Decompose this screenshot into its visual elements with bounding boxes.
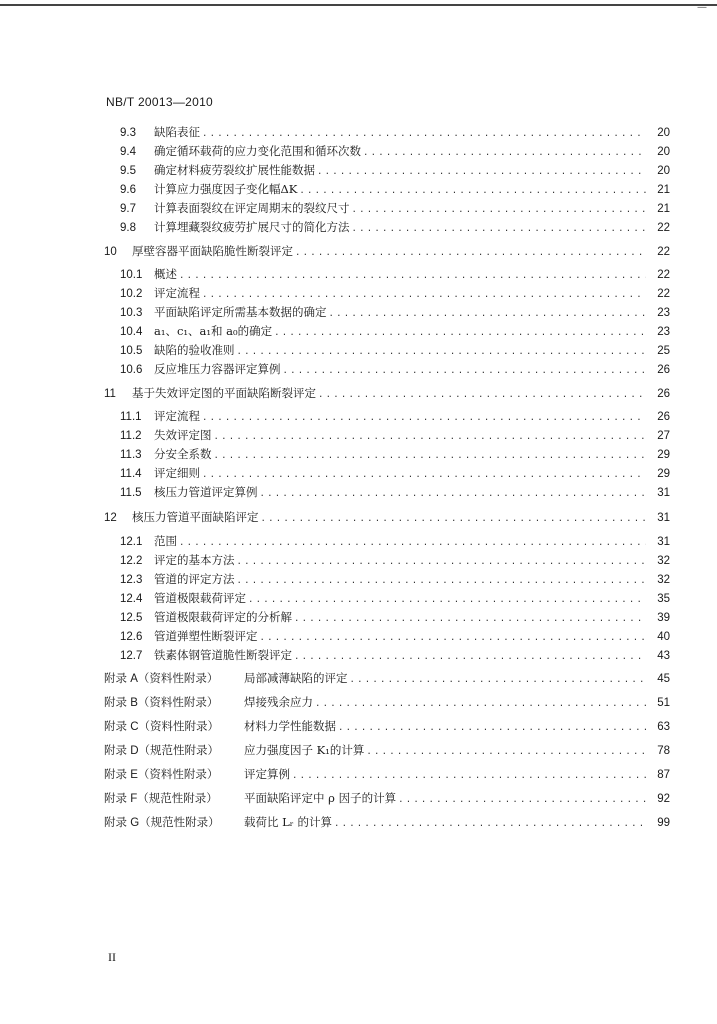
dot-leader [202,290,646,300]
toc-entry[interactable] [104,408,670,428]
toc-entry[interactable] [104,266,670,286]
dot-leader [260,489,647,499]
dot-leader [363,148,646,158]
toc-entry[interactable] [104,143,670,163]
toc-entry-title: 失效评定图 [154,428,212,442]
dot-leader [237,576,647,586]
toc-entry[interactable] [104,814,670,834]
toc-entry-number: 10.4 [120,326,143,338]
toc-entry-page: 31 [657,487,670,499]
toc-entry-page: 92 [657,793,670,805]
dot-leader [334,819,646,829]
dot-leader [237,347,647,357]
toc-entry-page: 22 [657,288,670,300]
toc-entry[interactable] [104,484,670,504]
toc-entry[interactable] [104,790,670,810]
toc-entry[interactable] [104,361,670,381]
toc-entry-page: 99 [657,817,670,829]
toc-entry-number: 12.1 [120,536,143,548]
toc-entry-number: 9.6 [120,184,136,196]
dot-leader [214,432,647,442]
toc-entry-page: 20 [657,165,670,177]
dot-leader [260,633,647,643]
toc-entry-title: 焊接残余应力 [244,695,313,709]
toc-entry-page: 39 [657,612,670,624]
dot-leader [338,723,646,733]
dot-leader [292,771,646,781]
toc-entry-page: 29 [657,468,670,480]
toc-entry-number: 附录 A（资料性附录） [104,673,219,685]
toc-entry-title: 评定流程 [154,286,200,300]
toc-entry-number: 11.2 [120,430,142,442]
toc-entry-page: 32 [657,574,670,586]
dot-leader [202,129,646,139]
toc-entry-title: 概述 [154,267,177,281]
toc-entry-page: 21 [657,184,670,196]
toc-entry-number: 9.5 [120,165,136,177]
toc-entry-page: 26 [657,364,670,376]
toc-entry-page: 22 [657,246,670,258]
toc-entry-title: 平面缺陷评定中 ρ 因子的计算 [244,791,397,805]
toc-entry-page: 32 [657,555,670,567]
dot-leader [294,652,646,662]
toc-entry[interactable] [104,571,670,591]
toc-entry-title: 确定材料疲劳裂纹扩展性能数据 [154,163,315,177]
toc-entry-number: 9.7 [120,203,136,215]
toc-entry-title: 评定流程 [154,409,200,423]
toc-entry[interactable] [104,670,670,690]
toc-entry-page: 20 [657,146,670,158]
toc-entry-number: 11 [104,388,116,400]
dot-leader [350,675,647,685]
toc-entry-number: 12.3 [120,574,143,586]
toc-entry-title: 评定细则 [154,466,200,480]
toc-entry-page: 31 [657,536,670,548]
toc-entry-title: 铁素体钢管道脆性断裂评定 [154,648,292,662]
dot-leader [248,595,646,605]
toc-entry-number: 12.2 [120,555,143,567]
corner-mark: — [697,2,707,13]
toc-entry-number: 12.6 [120,631,143,643]
toc-entry-number: 附录 B（资料性附录） [104,697,219,709]
toc-entry-number: 12.7 [120,650,143,662]
dot-leader [283,366,647,376]
toc-entry-number: 11.3 [120,449,142,461]
toc-entry-title: 管道弹塑性断裂评定 [154,629,258,643]
toc-entry-number: 12 [104,512,117,524]
toc-entry-number: 11.5 [120,487,142,499]
toc-entry-page: 22 [657,269,670,281]
toc-entry-number: 附录 F（规范性附录） [104,793,218,805]
toc-entry-page: 87 [657,769,670,781]
dot-leader [274,328,646,338]
toc-entry-number: 10.5 [120,345,143,357]
toc-entry[interactable] [104,552,670,572]
toc-entry-page: 63 [657,721,670,733]
toc-entry[interactable] [104,285,670,305]
toc-entry[interactable] [104,590,670,610]
toc-entry-title: 平面缺陷评定所需基本数据的确定 [154,305,327,319]
toc-entry-page: 35 [657,593,670,605]
toc-entry-title: a₁、c₁、a₁和 a₀的确定 [154,324,273,338]
toc-entry-page: 31 [657,512,670,524]
toc-entry-title: 计算表面裂纹在评定周期末的裂纹尺寸 [154,201,350,215]
toc-entry-title: 材料力学性能数据 [244,719,336,733]
toc-entry-page: 20 [657,127,670,139]
toc-entry[interactable] [104,609,670,629]
toc-entry[interactable] [104,219,670,239]
toc-entry-number: 9.4 [120,146,136,158]
toc-entry-title: 反应堆压力容器评定算例 [154,362,281,376]
toc-entry-title: 管道的评定方法 [154,572,235,586]
toc-entry[interactable] [104,628,670,648]
top-rule [0,4,717,6]
dot-leader [237,557,647,567]
toc-entry-page: 51 [657,697,670,709]
dot-leader [329,309,647,319]
toc-entry[interactable] [104,385,670,405]
toc-entry-number: 10.6 [120,364,143,376]
toc-entry[interactable] [104,427,670,447]
toc-entry[interactable] [104,742,670,762]
toc-entry-title: 载荷比 Lᵣ 的计算 [244,815,332,829]
standard-number: NB/T 20013—2010 [106,95,214,109]
toc-entry-page: 23 [657,326,670,338]
toc-entry[interactable] [104,509,670,529]
toc-entry[interactable] [104,124,670,144]
toc-entry-number: 附录 G（规范性附录） [104,817,220,829]
toc-entry[interactable] [104,243,670,263]
dot-leader [317,167,646,177]
toc-entry[interactable] [104,323,670,343]
toc-entry-title: 管道极限载荷评定的分析解 [154,610,292,624]
dot-leader [352,224,647,234]
toc-entry-page: 27 [657,430,670,442]
toc-entry[interactable] [104,181,670,201]
page-folio: II [108,950,116,964]
toc-entry[interactable] [104,533,670,553]
dot-leader [352,205,647,215]
toc-entry[interactable] [104,304,670,324]
dot-leader [214,451,647,461]
toc-entry-title: 评定算例 [244,767,290,781]
toc-entry[interactable] [104,342,670,362]
dot-leader [295,248,646,258]
toc-entry-number: 附录 D（规范性附录） [104,745,219,757]
toc-entry-page: 22 [657,222,670,234]
toc-entry-page: 21 [657,203,670,215]
toc-entry-number: 9.8 [120,222,136,234]
toc-entry-title: 确定循环载荷的应力变化范围和循环次数 [154,144,361,158]
toc-entry-page: 25 [657,345,670,357]
dot-leader [398,795,646,805]
toc-entry-number: 10.2 [120,288,143,300]
toc-entry[interactable] [104,718,670,738]
toc-entry[interactable] [104,162,670,182]
dot-leader [366,747,646,757]
toc-entry-title: 管道极限载荷评定 [154,591,246,605]
toc-entry-number: 10.1 [120,269,143,281]
dot-leader [299,186,646,196]
toc-entry-title: 应力强度因子 K₁的计算 [244,743,365,757]
toc-entry-title: 范围 [154,534,177,548]
toc-entry-title: 核压力管道平面缺陷评定 [132,510,259,524]
toc-entry-title: 评定的基本方法 [154,553,235,567]
toc-entry[interactable] [104,766,670,786]
dot-leader [179,538,646,548]
dot-leader [294,614,646,624]
toc-entry-title: 缺陷的验收准则 [154,343,235,357]
toc-entry[interactable] [104,647,670,667]
toc-entry-page: 45 [657,673,670,685]
toc-entry-page: 78 [657,745,670,757]
toc-entry-title: 基于失效评定图的平面缺陷断裂评定 [132,386,316,400]
toc-entry-page: 40 [657,631,670,643]
toc-entry-number: 9.3 [120,127,136,139]
toc-entry[interactable] [104,446,670,466]
dot-leader [202,470,646,480]
dot-leader [202,413,646,423]
toc-entry[interactable] [104,694,670,714]
toc-entry-title: 分安全系数 [154,447,212,461]
toc-entry[interactable] [104,465,670,485]
toc-entry-page: 26 [657,388,670,400]
toc-entry-number: 10.3 [120,307,143,319]
toc-entry-number: 12.5 [120,612,143,624]
toc-entry-page: 26 [657,411,670,423]
dot-leader [315,699,646,709]
toc-entry-number: 附录 E（资料性附录） [104,769,219,781]
toc-entry-number: 11.4 [120,468,142,480]
toc-entry-number: 10 [104,246,117,258]
toc-entry-number: 附录 C（资料性附录） [104,721,219,733]
toc-entry-title: 缺陷表征 [154,125,200,139]
dot-leader [318,390,646,400]
dot-leader [261,514,647,524]
toc-entry-page: 23 [657,307,670,319]
toc-entry-number: 11.1 [120,411,142,423]
toc-entry-title: 核压力管道评定算例 [154,485,258,499]
toc-entry-page: 43 [657,650,670,662]
toc-entry-title: 厚壁容器平面缺陷脆性断裂评定 [132,244,293,258]
dot-leader [179,271,646,281]
toc-entry-title: 局部减薄缺陷的评定 [244,671,348,685]
toc-entry-page: 29 [657,449,670,461]
toc-entry[interactable] [104,200,670,220]
toc-entry-title: 计算应力强度因子变化幅ΔK [154,182,298,196]
toc-entry-number: 12.4 [120,593,143,605]
toc-entry-title: 计算埋藏裂纹疲劳扩展尺寸的简化方法 [154,220,350,234]
